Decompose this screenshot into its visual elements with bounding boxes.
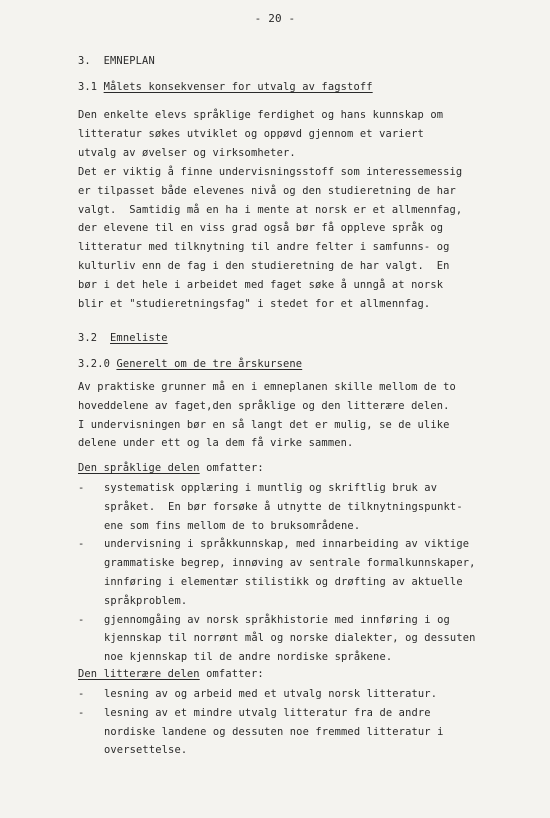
language-part-heading: Den språklige delen omfatter: bbox=[78, 462, 264, 474]
dash-bullet: - bbox=[78, 688, 85, 700]
dash-bullet: - bbox=[78, 613, 85, 626]
subsection-number: 3.1 bbox=[78, 81, 98, 93]
dash-bullet: - bbox=[78, 482, 85, 494]
list-item: - undervisning i språkkunnskap, med innarbeiding av viktige grammatiske begrep, innøving av sentrale formalkunnskaper, innføring i elementær stilistikk og drøfting av aktuelle språkproblem. bbox=[78, 535, 518, 610]
subsection-3-1-heading bbox=[78, 78, 518, 97]
literature-part-list bbox=[78, 685, 518, 760]
paragraph-3-1-b: Det er viktig å finne undervisningsstoff som interessemessig er tilpasset både elevenes nivå og den studieretning de har valgt. Samtidig må en ha i mente at norsk er et allmennfag, der elevene til en viss grad også bør få oppleve språk og litteratur med tilknytning til andre felter i samfunns- og kulturliv enn de fag i den studieretning de har valgt. En bør i det hele i arbeidet med faget søke å unngå at norsk blir et "studieretningsfag" i stedet for et allmennfag. bbox=[78, 166, 463, 310]
list-item: - lesning av og arbeid med et utvalg norsk litteratur. bbox=[78, 685, 518, 704]
list-item: - lesning av et mindre utvalg litteratur fra de andre nordiske landene og dessuten noe fremmed litteratur i oversettelse. bbox=[78, 704, 518, 760]
section-heading: 3. EMNEPLAN bbox=[78, 55, 155, 67]
subsection-3-2-0-heading: 3.2.0 Generelt om de tre årskursene bbox=[78, 358, 303, 370]
dash-bullet: - bbox=[78, 538, 85, 551]
paragraph-3-2-0: Av praktiske grunner må en i emneplanen skille mellom de to hoveddelene av faget,den språklige og den litterære delen. I undervisningen bør en så langt det er mulig, se de ulike delene under ett og la dem få virke sammen. bbox=[78, 381, 456, 450]
paragraph-3-1-a: Den enkelte elevs språklige ferdighet og hans kunnskap om litteratur søkes utviklet og oppøvd gjennom et variert utvalg av øvelser og virksomheter. bbox=[78, 109, 444, 159]
dash-bullet: - bbox=[78, 706, 85, 719]
literature-part-heading: Den litterære delen omfatter: bbox=[78, 668, 264, 680]
language-part-list bbox=[78, 479, 518, 667]
subsection-title: Målets konsekvenser for utvalg av fagstoff bbox=[103, 81, 373, 93]
list-item: - systematisk opplæring i muntlig og skriftlig bruk av språket. En bør forsøke å utnytte de tilknytningspunkt- ene som fins mellom de to bruksområdene. bbox=[78, 479, 518, 535]
page-number: - 20 - bbox=[254, 12, 296, 25]
subsection-3-2-heading: 3.2 Emneliste bbox=[78, 332, 168, 344]
list-item: - gjennomgåing av norsk språkhistorie med innføring i og kjennskap til norrønt mål og norske dialekter, og dessuten noe kjennskap til de andre nordiske språkene. bbox=[78, 611, 518, 667]
